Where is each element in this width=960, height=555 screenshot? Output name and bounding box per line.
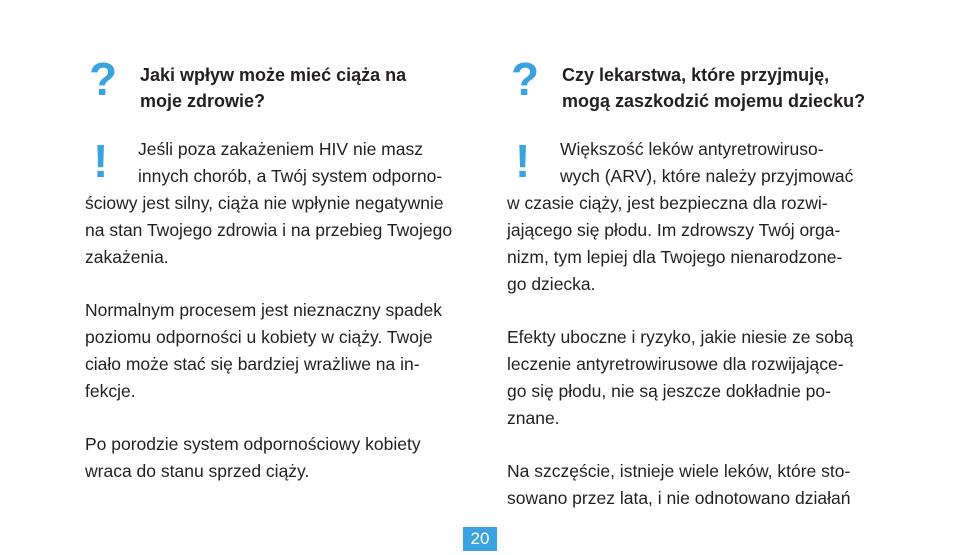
left-answer <box>85 136 460 485</box>
exclamation-mark-icon: ! <box>515 135 531 187</box>
left-answer-line: Jeśli poza zakażeniem HIV nie masz <box>138 139 423 159</box>
right-paragraph3-line: Na szczęście, istnieje wiele leków, które sto- <box>507 461 851 481</box>
right-question-text <box>562 62 865 114</box>
left-question-line-1: Jaki wpływ może mieć ciąża na <box>140 65 407 85</box>
left-answer-line: ściowy jest silny, ciąża nie wpłynie negatywnie <box>85 193 444 213</box>
right-question-line-2: mogą zaszkodzić mojemu dziecku? <box>562 91 866 111</box>
right-answer-line: go dziecka. <box>507 274 596 294</box>
question-mark-icon: ? <box>511 53 540 105</box>
exclamation-mark-icon: ! <box>93 135 109 187</box>
right-paragraph2-line: go się płodu, nie są jeszcze dokładnie po- <box>507 381 831 401</box>
right-question-line-1: Czy lekarstwa, które przyjmuję, <box>562 65 830 85</box>
left-paragraph2-line: Normalnym procesem jest nieznaczny spadek <box>85 300 442 320</box>
left-paragraph3-line: Po porodzie system odpornościowy kobiety <box>85 434 421 454</box>
right-answer-line: nizm, tym lepiej dla Twojego nienarodzone- <box>507 247 843 267</box>
right-answer-line: w czasie ciąży, jest bezpieczna dla rozwi- <box>507 193 828 213</box>
left-paragraph2-line: ciało może stać się bardziej wrażliwe na in- <box>85 354 420 374</box>
page-number: 20 <box>463 527 497 551</box>
right-answer-line: Większość leków antyretrowiruso- <box>560 139 824 159</box>
left-question-text <box>140 62 406 114</box>
left-answer-line: zakażenia. <box>85 247 169 267</box>
question-mark-icon: ? <box>89 53 118 105</box>
right-answer <box>507 136 880 512</box>
left-question-line-2: moje zdrowie? <box>140 91 266 111</box>
right-paragraph2-line: leczenie antyretrowirusowe dla rozwijające- <box>507 354 844 374</box>
right-answer-line: jającego się płodu. Im zdrowszy Twój orga- <box>507 220 841 240</box>
right-answer-line: wych (ARV), które należy przyjmować <box>560 166 854 186</box>
left-answer-line: na stan Twojego zdrowia i na przebieg Twojego <box>85 220 453 240</box>
right-paragraph2-line: Efekty uboczne i ryzyko, jakie niesie ze sobą <box>507 327 854 347</box>
left-answer-line: innych chorób, a Twój system odporno- <box>138 166 443 186</box>
right-paragraph2-line: znane. <box>507 408 560 428</box>
left-paragraph2-line: fekcje. <box>85 381 136 401</box>
right-paragraph3-line: sowano przez lata, i nie odnotowano działań <box>507 488 851 508</box>
left-paragraph3-line: wraca do stanu sprzed ciąży. <box>85 461 310 481</box>
left-paragraph2-line: poziomu odporności u kobiety w ciąży. Twoje <box>85 327 433 347</box>
